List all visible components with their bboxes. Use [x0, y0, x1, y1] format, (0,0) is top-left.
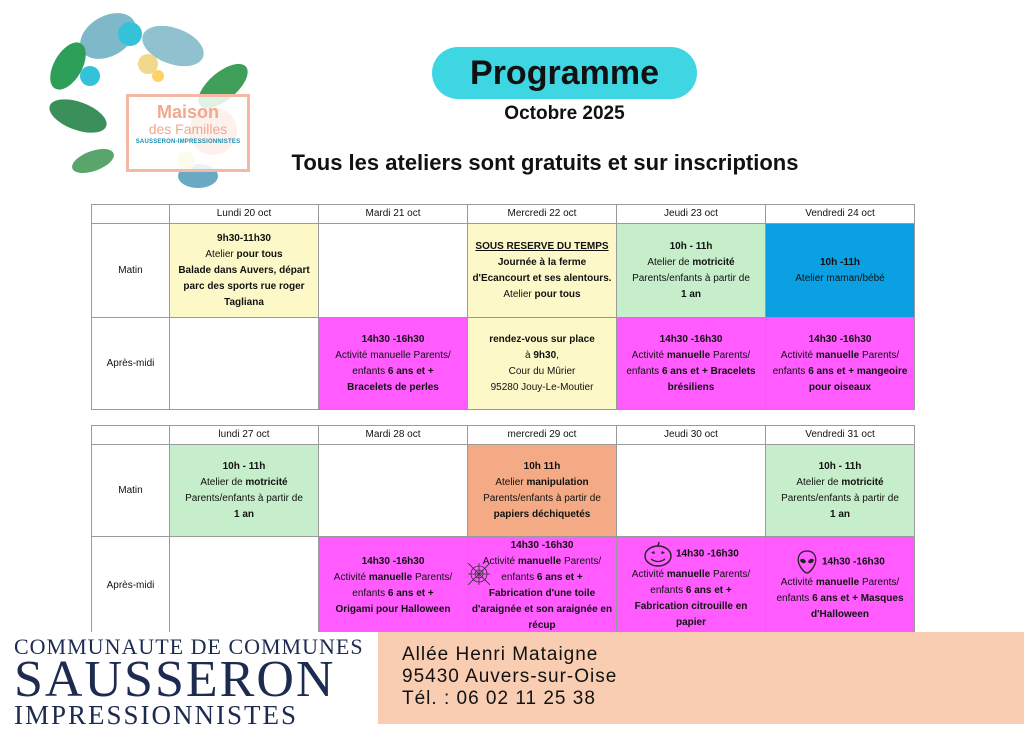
activity-text: Atelier de — [647, 256, 693, 268]
activity-text: Parents/enfants à partir de — [483, 492, 601, 504]
org-line-1: COMMUNAUTE DE COMMUNES — [14, 634, 364, 659]
activity-text: Atelier — [495, 476, 527, 488]
activity-text: pour tous — [236, 248, 283, 260]
activity-text: 9h30 — [533, 349, 557, 361]
activity-cell — [766, 537, 915, 636]
week-2-morning-row — [92, 445, 915, 537]
activity-text: Cour du Mûrier — [508, 365, 576, 377]
schedule-week-1 — [91, 204, 915, 410]
weather-notice: SOUS RESERVE DU TEMPS — [475, 240, 609, 252]
day-header: Mardi 28 oct — [319, 426, 468, 445]
activity-text: 1 an — [233, 508, 254, 520]
activity-text: Parents/enfants à partir de — [632, 272, 750, 284]
org-line-2: SAUSSERON — [14, 651, 336, 708]
day-header: lundi 27 oct — [170, 426, 319, 445]
activity-text: Activité — [333, 572, 369, 583]
activity-text: Atelier de — [200, 476, 246, 488]
activity-text: 1 an — [680, 288, 701, 300]
activity-text: 6 ans et + Bracelets brésiliens — [661, 365, 756, 393]
activity-cell — [766, 224, 915, 318]
address-line-2: 95430 Auvers-sur-Oise — [402, 666, 618, 687]
address-line-1: Allée Henri Mataigne — [402, 644, 599, 665]
activity-text: Activité — [482, 556, 518, 567]
activity-text: Activité — [780, 349, 816, 361]
activity-text: 6 ans et + — [536, 572, 583, 583]
empty-cell — [617, 445, 766, 537]
activity-text: manuelle — [815, 349, 860, 361]
activity-text: Parents/ enfants — [352, 572, 453, 599]
activity-cell — [766, 445, 915, 537]
activity-cell — [170, 445, 319, 537]
day-header: Vendredi 24 oct — [766, 205, 915, 224]
activity-cell — [766, 318, 915, 410]
row-label-morning: Matin — [92, 224, 170, 318]
activity-time: 10h -11h — [819, 256, 861, 268]
tagline: Tous les ateliers sont gratuits et sur inscriptions — [291, 150, 799, 175]
activity-text: manuelle — [517, 556, 562, 567]
activity-text: Fabrication d'une toile d'araignée et son araignée en récup — [471, 588, 613, 631]
empty-cell — [170, 537, 319, 636]
empty-cell — [170, 318, 319, 410]
logo-line-3: SAUSSERON-IMPRESSIONNISTES — [135, 139, 241, 145]
phone-number: Tél. : 06 02 11 25 38 — [402, 688, 596, 709]
activity-text: Activité — [780, 577, 816, 588]
activity-cell — [319, 318, 468, 410]
activity-text: Journée à la ferme d'Ecancourt et ses alentours. — [472, 256, 612, 284]
empty-cell — [319, 445, 468, 537]
activity-text: 6 ans et + — [387, 588, 434, 599]
day-header: Jeudi 30 oct — [617, 426, 766, 445]
activity-text: Atelier — [205, 248, 237, 260]
activity-text: Atelier de — [796, 476, 842, 488]
activity-text: manuelle — [666, 569, 711, 580]
activity-time: 10h 11h — [523, 460, 561, 472]
activity-text: Parents/ enfants — [772, 349, 900, 377]
week-1-morning-row — [92, 224, 915, 318]
activity-text: Activité — [631, 569, 667, 580]
activity-text: à — [525, 349, 534, 361]
header-empty — [92, 426, 170, 445]
activity-text: 6 ans et + mangeoire pour oiseaux — [808, 365, 908, 393]
activity-time: 14h30 -16h30 — [675, 548, 739, 560]
activity-text: Parents/enfants à partir de — [185, 492, 303, 504]
activity-text: Origami pour Halloween — [335, 604, 451, 615]
activity-time: 9h30-11h30 — [217, 232, 271, 244]
pumpkin-icon — [643, 541, 673, 567]
empty-cell — [319, 224, 468, 318]
activity-cell — [468, 224, 617, 318]
activity-cell — [170, 224, 319, 318]
activity-time: 10h - 11h — [222, 460, 266, 472]
footer-organization — [0, 632, 378, 730]
activity-time: 14h30 -16h30 — [808, 333, 872, 345]
activity-time: 10h - 11h — [669, 240, 713, 252]
week-1-afternoon-row — [92, 318, 915, 410]
activity-cell — [468, 318, 617, 410]
org-line-3: IMPRESSIONNISTES — [14, 700, 299, 730]
logo-line-2: des Familles — [148, 121, 228, 137]
activity-text: Activité — [631, 349, 667, 361]
day-header: Lundi 20 oct — [170, 205, 319, 224]
activity-text: Atelier maman/bébé — [795, 272, 885, 284]
activity-text: Fabrication citrouille en papier — [634, 601, 748, 628]
activity-time: 14h30 -16h30 — [821, 556, 885, 568]
alien-mask-icon — [795, 549, 819, 575]
page-title: Programme — [432, 47, 697, 99]
week-2-afternoon-row — [92, 537, 915, 636]
activity-time: 14h30 -16h30 — [361, 333, 425, 345]
week-1-header-row — [92, 205, 915, 224]
week-2-header-row — [92, 426, 915, 445]
activity-text: manuelle — [368, 572, 413, 583]
activity-text: Bracelets de perles — [347, 381, 439, 393]
activity-text: Balade dans Auvers, départ parc des sports rue roger Tagliana — [178, 264, 310, 308]
activity-text: , — [556, 349, 559, 361]
activity-text: motricité — [245, 476, 288, 488]
day-header: Vendredi 31 oct — [766, 426, 915, 445]
row-label-afternoon: Après-midi — [92, 318, 170, 410]
activity-text: 6 ans et + — [685, 585, 732, 596]
activity-cell — [617, 318, 766, 410]
activity-text: Activité manuelle Parents/ enfants — [335, 349, 451, 377]
activity-text: motricité — [841, 476, 884, 488]
row-label-afternoon: Après-midi — [92, 537, 170, 636]
page-subtitle: Octobre 2025 — [504, 103, 625, 124]
activity-text: pour tous — [534, 288, 581, 300]
schedule-week-2 — [91, 425, 915, 636]
activity-text: Parents/ enfants — [626, 349, 751, 377]
row-label-morning: Matin — [92, 445, 170, 537]
activity-text: Parents/enfants à partir de — [781, 492, 899, 504]
day-header: Mercredi 22 oct — [468, 205, 617, 224]
activity-text: Parents/ enfants — [650, 569, 751, 596]
activity-cell — [468, 445, 617, 537]
day-header: mercredi 29 oct — [468, 426, 617, 445]
activity-text: manuelle — [666, 349, 711, 361]
activity-time: 14h30 -16h30 — [659, 333, 723, 345]
activity-text: papiers déchiquetés — [493, 508, 591, 520]
activity-text: 6 ans et + — [387, 365, 434, 377]
spider-web-icon — [468, 563, 490, 585]
activity-text: Atelier — [503, 288, 535, 300]
day-header: Mardi 21 oct — [319, 205, 468, 224]
footer-contact — [378, 632, 1024, 724]
activity-text: 95280 Jouy-Le-Moutier — [490, 381, 594, 393]
activity-cell — [319, 537, 468, 636]
activity-cell — [617, 224, 766, 318]
activity-text: manipulation — [526, 476, 589, 488]
day-header: Jeudi 23 oct — [617, 205, 766, 224]
activity-text: Parents/ enfants — [776, 577, 900, 604]
activity-cell — [617, 537, 766, 636]
activity-time: 14h30 -16h30 — [510, 540, 574, 551]
activity-time: 14h30 -16h30 — [361, 556, 425, 567]
activity-text: 6 ans et + Masques d'Halloween — [811, 593, 904, 620]
activity-time: 10h - 11h — [818, 460, 862, 472]
activity-cell — [468, 537, 617, 636]
activity-text: 1 an — [829, 508, 850, 520]
activity-text: rendez-vous sur place — [489, 333, 595, 345]
logo-line-1: Maison — [156, 102, 219, 122]
activity-text: Parents/ enfants — [501, 556, 602, 583]
activity-text: manuelle — [815, 577, 860, 588]
header-empty — [92, 205, 170, 224]
activity-text: motricité — [692, 256, 735, 268]
